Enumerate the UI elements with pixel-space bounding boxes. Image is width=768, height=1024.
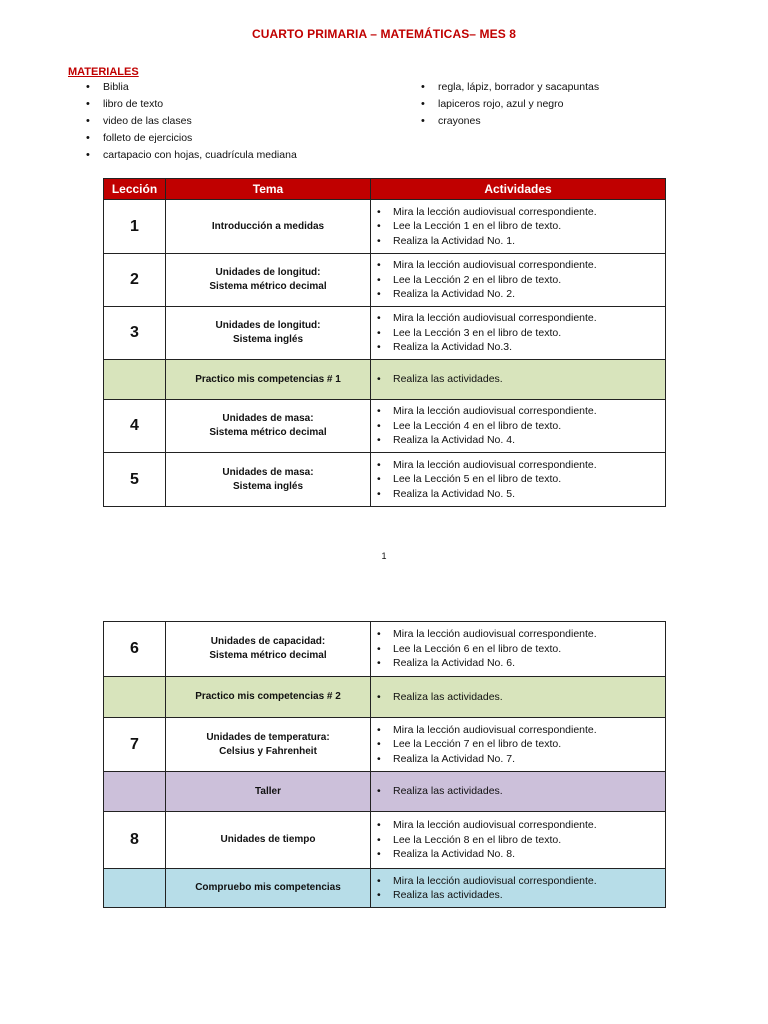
material-item: • lapiceros rojo, azul y negro: [421, 96, 599, 113]
activity-item: • Realiza las actividades.: [393, 784, 665, 799]
material-item: • regla, lápiz, borrador y sacapuntas: [421, 79, 599, 96]
table-row: [104, 772, 666, 812]
activity-item: • Mira la lección audiovisual correspondiente.: [393, 205, 665, 220]
lesson-activities: [371, 772, 666, 812]
material-item: • cartapacio con hojas, cuadrícula mediana: [86, 147, 297, 164]
topic-line: Unidades de capacidad:: [210, 636, 326, 647]
activity-item: • Lee la Lección 1 en el libro de texto.: [393, 219, 665, 234]
page-number: 1: [381, 551, 387, 561]
activity-item: • Mira la lección audiovisual correspondiente.: [393, 723, 665, 738]
lesson-activities: [371, 254, 666, 307]
lesson-topic: [166, 869, 371, 908]
topic-line: Sistema inglés: [232, 480, 304, 492]
lesson-topic: [166, 718, 371, 772]
lesson-activities: [371, 400, 666, 453]
topic-line: Unidades de temperatura:: [206, 731, 330, 743]
lesson-topic: [166, 772, 371, 812]
header-tema: Tema: [166, 179, 371, 200]
topic-line: Practico mis competencias # 2: [195, 691, 341, 702]
activity-item: • Lee la Lección 3 en el libro de texto.: [393, 326, 665, 341]
topic-line: Unidades de masa:: [222, 466, 314, 478]
material-item: • libro de texto: [86, 96, 297, 113]
lesson-number: 3: [104, 307, 166, 360]
topic-line: Sistema métrico decimal: [209, 427, 327, 438]
activity-item: • Lee la Lección 2 en el libro de texto.: [393, 273, 665, 288]
activity-item: • Mira la lección audiovisual correspondiente.: [393, 458, 665, 473]
lesson-topic: [166, 622, 371, 677]
materials-list-right: [421, 79, 599, 130]
lesson-number: 4: [104, 400, 166, 453]
topic-line: Sistema inglés: [232, 334, 304, 345]
lesson-activities: [371, 453, 666, 507]
table-row: [104, 307, 666, 360]
table-row: [104, 453, 666, 507]
lesson-number: 7: [104, 718, 166, 772]
lesson-number: [104, 772, 166, 812]
table-row: [104, 869, 666, 908]
activity-item: • Realiza la Actividad No. 6.: [393, 656, 665, 671]
topic-line: Unidades de tiempo: [220, 834, 316, 845]
lesson-activities: [371, 869, 666, 908]
lesson-activities: [371, 200, 666, 254]
lesson-topic: [166, 453, 371, 507]
lesson-topic: [166, 677, 371, 718]
table-row: [104, 677, 666, 718]
topic-line: Unidades de longitud:: [215, 267, 321, 278]
lesson-activities: [371, 812, 666, 869]
lesson-topic: [166, 812, 371, 869]
lesson-activities: [371, 622, 666, 677]
lessons-table-2: [103, 621, 666, 908]
activity-item: • Mira la lección audiovisual correspondiente.: [393, 311, 665, 326]
lesson-topic: [166, 360, 371, 400]
topic-line: Taller: [255, 785, 281, 797]
activity-item: • Lee la Lección 7 en el libro de texto.: [393, 737, 665, 752]
lesson-activities: [371, 360, 666, 400]
topic-line: Practico mis competencias # 1: [195, 373, 341, 385]
lesson-number: 2: [104, 254, 166, 307]
topic-line: Unidades de masa:: [222, 413, 314, 424]
topic-line: Introducción a medidas: [211, 220, 325, 232]
material-item: • crayones: [421, 113, 599, 130]
materials-list-left: [86, 79, 297, 164]
table-row: [104, 200, 666, 254]
table-row: [104, 812, 666, 869]
topic-line: Sistema métrico decimal: [209, 650, 327, 661]
lessons-table-1: [103, 178, 666, 507]
header-actividades: Actividades: [371, 179, 666, 200]
lesson-activities: [371, 718, 666, 772]
lesson-number: [104, 360, 166, 400]
activity-item: • Lee la Lección 8 en el libro de texto.: [393, 833, 665, 848]
activity-item: • Mira la lección audiovisual correspondiente.: [393, 258, 665, 273]
material-item: • video de las clases: [86, 113, 297, 130]
activity-item: • Realiza la Actividad No. 5.: [393, 487, 665, 502]
lesson-number: 8: [104, 812, 166, 869]
materials-heading: MATERIALES: [68, 66, 139, 78]
activity-item: • Realiza las actividades.: [393, 690, 665, 705]
lesson-activities: [371, 307, 666, 360]
activity-item: • Lee la Lección 6 en el libro de texto.: [393, 642, 665, 657]
material-item: • folleto de ejercicios: [86, 130, 297, 147]
table-row: [104, 254, 666, 307]
topic-line: Celsius y Fahrenheit: [219, 745, 317, 757]
activity-item: • Realiza la Actividad No. 4.: [393, 433, 665, 448]
material-item: • Biblia: [86, 79, 297, 96]
topic-line: Compruebo mis competencias: [195, 882, 341, 893]
table-row: [104, 400, 666, 453]
table-row: [104, 718, 666, 772]
activity-item: • Mira la lección audiovisual correspondiente.: [393, 874, 665, 889]
activity-item: • Mira la lección audiovisual correspondiente.: [393, 818, 665, 833]
header-leccion: Lección: [104, 179, 166, 200]
lesson-number: [104, 869, 166, 908]
activity-item: • Realiza la Actividad No. 8.: [393, 847, 665, 862]
activity-item: • Mira la lección audiovisual correspondiente.: [393, 627, 665, 642]
lesson-number: 6: [104, 622, 166, 677]
lesson-activities: [371, 677, 666, 718]
lesson-number: 1: [104, 200, 166, 254]
activity-item: • Realiza la Actividad No. 2.: [393, 287, 665, 302]
topic-line: Unidades de longitud:: [215, 320, 321, 331]
lesson-topic: [166, 400, 371, 453]
page-title: CUARTO PRIMARIA – MATEMÁTICAS– MES 8: [251, 27, 517, 41]
activity-item: • Realiza la Actividad No.3.: [393, 340, 665, 355]
activity-item: • Realiza la Actividad No. 7.: [393, 752, 665, 767]
lesson-number: 5: [104, 453, 166, 507]
topic-line: Sistema métrico decimal: [209, 281, 327, 292]
table-header-row: [104, 179, 666, 200]
lesson-number: [104, 677, 166, 718]
activity-item: • Lee la Lección 5 en el libro de texto.: [393, 472, 665, 487]
activity-item: • Lee la Lección 4 en el libro de texto.: [393, 419, 665, 434]
lesson-topic: [166, 307, 371, 360]
table-row: [104, 622, 666, 677]
activity-item: • Realiza las actividades.: [393, 372, 665, 387]
lesson-topic: [166, 254, 371, 307]
activity-item: • Realiza la Actividad No. 1.: [393, 234, 665, 249]
lesson-topic: [166, 200, 371, 254]
activity-item: • Realiza las actividades.: [393, 888, 665, 903]
table-row: [104, 360, 666, 400]
activity-item: • Mira la lección audiovisual correspondiente.: [393, 404, 665, 419]
